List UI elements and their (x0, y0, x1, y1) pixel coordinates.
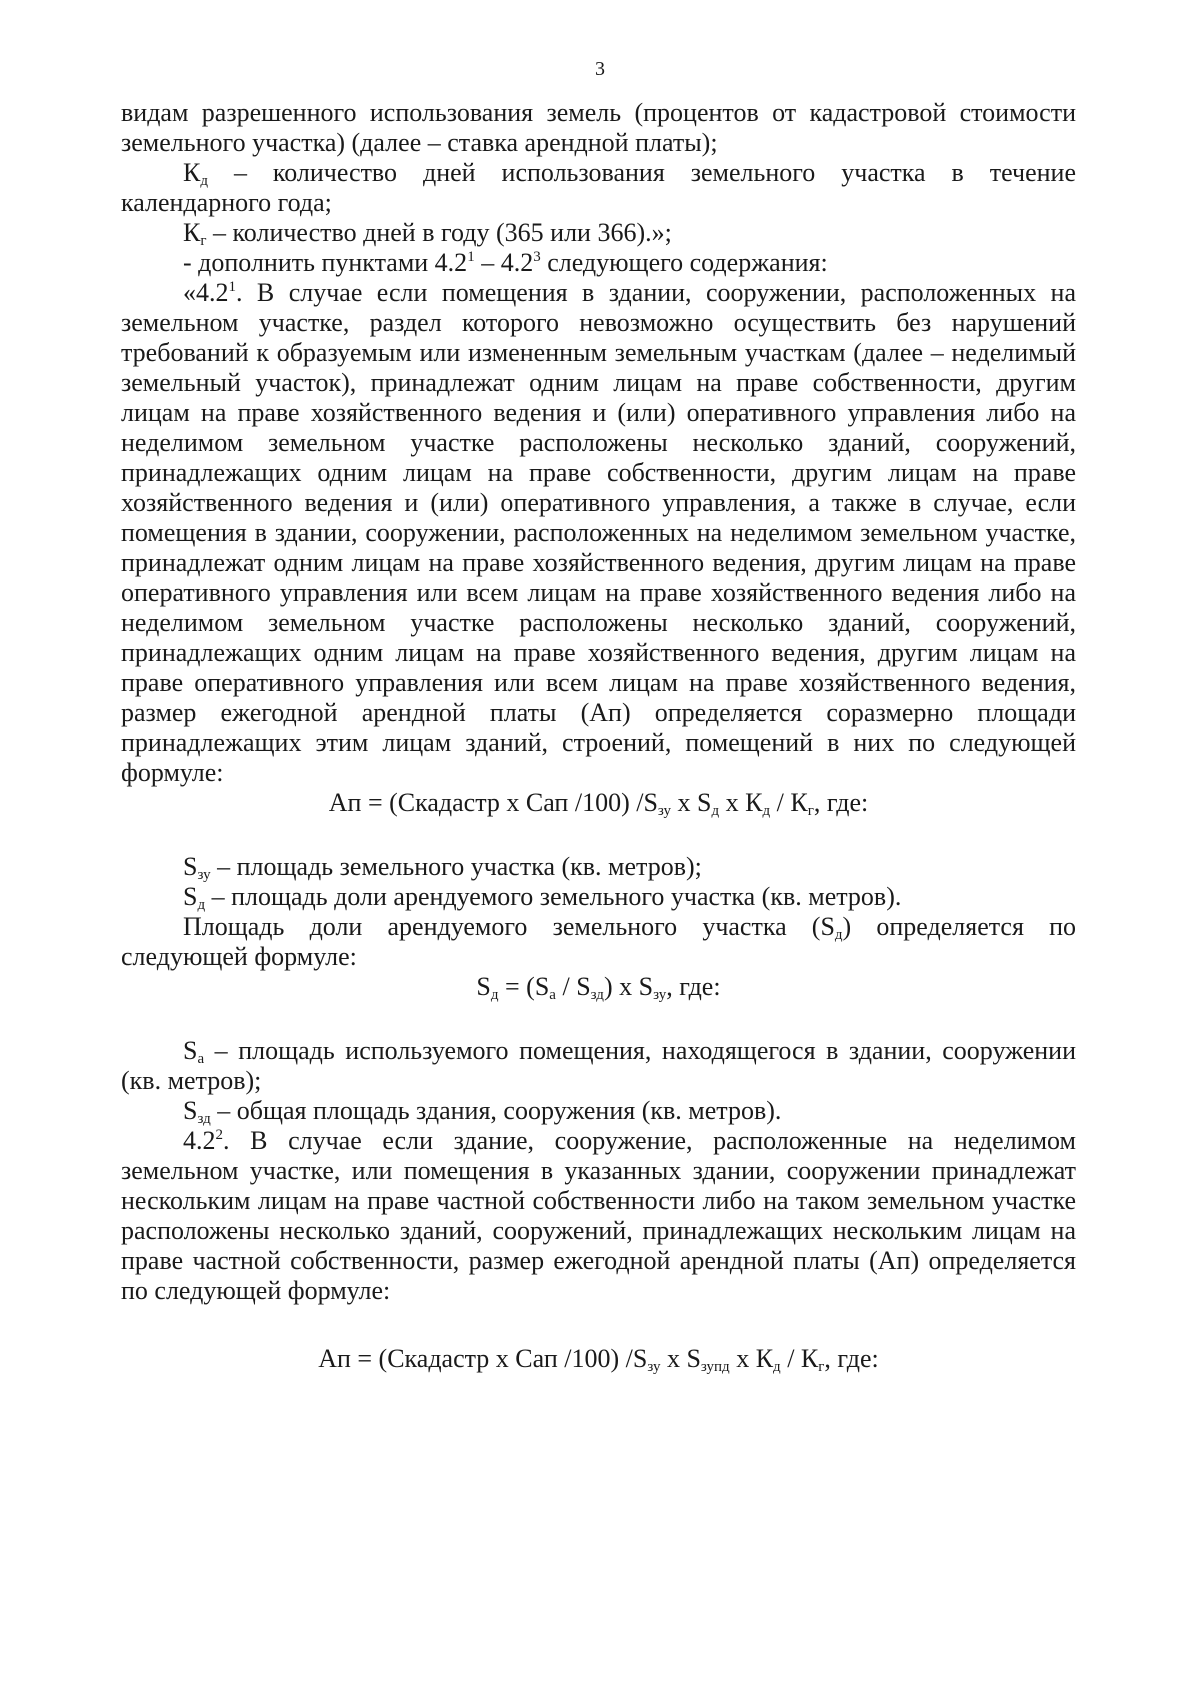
formula-ap-1: Ап = (Скадастр х Сап /100) $/S_{зу}$ х $S_д$ х $К_д / К_г$, где: (328, 788, 869, 819)
paragraph-4-2-1: «$4.2^1$. В случае если помещения в здании, сооружении, расположенных на земельном участке, раздел которого невозможно осуществить без нарушений требований к образуемым или измененным земельным участкам (далее – неделимый земельный участок), принадлежат одним лицам на праве собственности, другим лицам на праве хозяйственного ведения и (или) оперативного управления либо на неделимом земельном участке расположены несколько зданий, сооружений, принадлежащих одним лицам на праве собственности, другим лицам на праве хозяйственного ведения и (или) оперативного управления, а также в случае, если помещения в здании, сооружении, расположенных на неделимом земельном участке, принадлежат одним лицам на праве хозяйственного ведения, другим лицам на праве оперативного управления или всем лицам на праве хозяйственного ведения либо на неделимом земельном участке расположены несколько зданий, сооружений, принадлежащих одним лицам на праве хозяйственного ведения, другим лицам на праве оперативного управления или всем лицам на праве хозяйственного ведения, размер ежегодной арендной платы (Ап) определяется соразмерно площади принадлежащих этим лицам зданий, строений, помещений в них по следующей формуле: (121, 278, 1076, 787)
formula-ap-2: Ап = (Скадастр х Сап /100) $/S_{зу}$ х $S_{зупд}$ х $К_д / К_г$, где: (318, 1344, 879, 1375)
paragraph-rate-definition: видам разрешенного использования земель (процентов от кадастровой стоимости земельного участка) (далее – ставка арендной платы); (121, 98, 1076, 157)
definition-sa: $S_а$ – площадь используемого помещения, находящегося в здании, сооружении (кв. метров); (121, 1036, 1076, 1095)
document-body (121, 98, 1076, 1374)
paragraph-share-area: Площадь доли арендуемого земельного участка $(S_д)$ определяется по следующей формуле: (121, 912, 1076, 971)
page-number: 3 (595, 58, 605, 80)
definition-kg: $К_г$ – количество дней в году (365 или 366).»; (183, 218, 672, 249)
definition-sd: $S_д$ – площадь доли арендуемого земельного участка (кв. метров). (183, 882, 902, 913)
definition-kd: $К_д$ – количество дней использования земельного участка в течение календарного года; (121, 158, 1076, 217)
definition-szd: $S_{зд}$ – общая площадь здания, сооружения (кв. метров). (183, 1096, 782, 1127)
amendment-intro: - дополнить пунктами $4.2^1 - 4.2^3$ следующего содержания: (183, 248, 828, 277)
definition-szu: $S_{зу}$ – площадь земельного участка (кв. метров); (183, 852, 702, 883)
formula-sd: $S_д = (S_а / S_{зд})$ х $S_{зу}$, где: (476, 972, 721, 1003)
paragraph-4-2-2: $4.2^2$. В случае если здание, сооружение, расположенные на неделимом земельном участке, или помещения в указанных здании, сооружении принадлежат нескольким лицам на праве частной собственности либо на таком земельном участке расположены несколько зданий, сооружений, принадлежащих нескольким лицам на праве частной собственности, размер ежегодной арендной платы (Ап) определяется по следующей формуле: (121, 1126, 1076, 1305)
